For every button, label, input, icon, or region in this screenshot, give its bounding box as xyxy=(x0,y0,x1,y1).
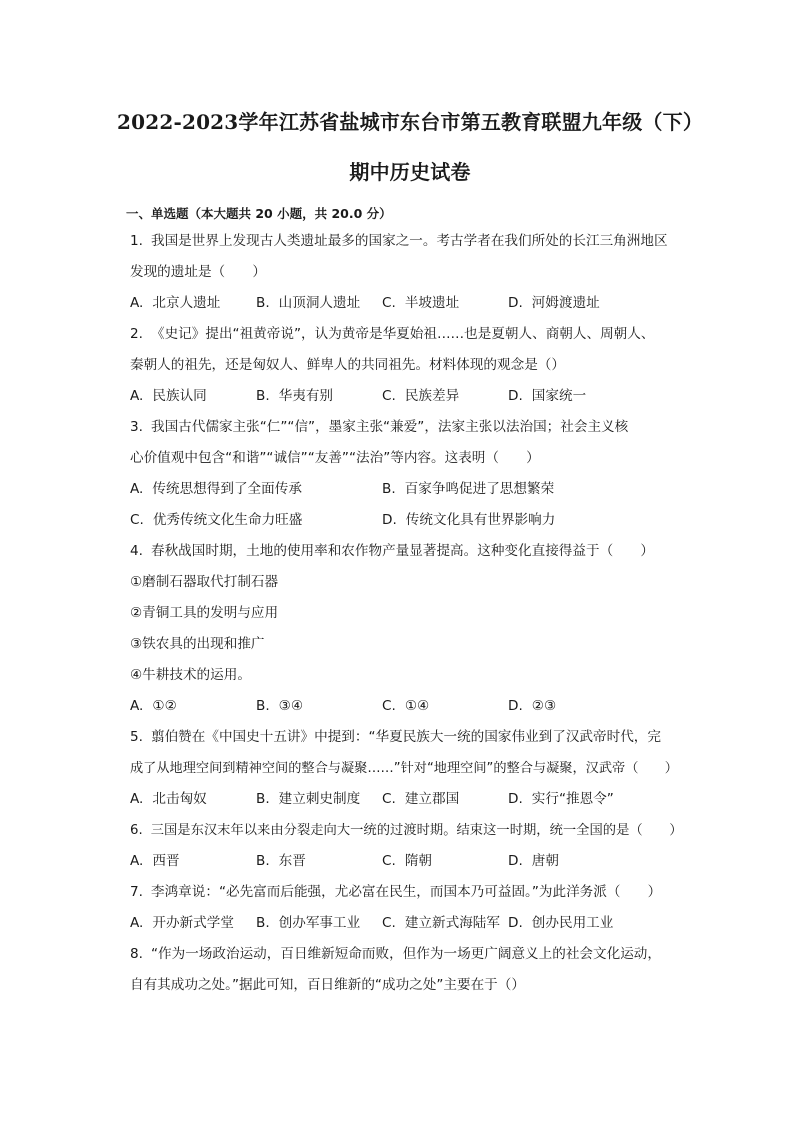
question-stem xyxy=(130,939,690,970)
question-7 xyxy=(130,877,690,939)
question-text: 李鸿章说：“必先富而后能强，尤必富在民生，而国本乃可益固。”为此洋务派（ ） xyxy=(150,884,662,900)
option-b[interactable]: B. 东晋 xyxy=(256,853,306,869)
question-number: 5. xyxy=(130,729,143,745)
option-b[interactable]: B. ③④ xyxy=(256,698,304,714)
question-text: 三国是东汉末年以来由分裂走向大一统的过渡时期。结束这一时期，统一全国的是（ ） xyxy=(150,823,683,838)
question-6 xyxy=(130,815,690,877)
exam-title xyxy=(110,100,710,194)
exam-title-line1: 2022-2023学年江苏省盐城市东台市第五教育联盟九年级（下） xyxy=(116,110,704,134)
option-a[interactable]: A. 北击匈奴 xyxy=(130,791,207,807)
question-text: 成了从地理空间到精神空间的整合与凝聚……”针对“地理空间”的整合与凝聚，汉武帝（ ） xyxy=(130,761,678,776)
option-d[interactable]: D. 河姆渡遗址 xyxy=(508,295,600,311)
option-b[interactable]: B. 华夷有别 xyxy=(256,388,334,404)
question-5 xyxy=(130,722,690,815)
section-heading: 一、单选题（本大题共 20 小题，共 20.0 分） xyxy=(126,206,392,221)
question-text: 心价值观中包含“和谐”“诚信”“友善”“法治”等内容。这表明（ ） xyxy=(130,450,540,466)
option-c[interactable]: C. 建立郡国 xyxy=(382,791,460,807)
question-text: 秦朝人的祖先，还是匈奴人、鲜卑人的共同祖先。材料体现的观念是（） xyxy=(130,357,565,373)
question-text: 我国是世界上发现古人类遗址最多的国家之一。考古学者在我们所处的长江三角洲地区 xyxy=(150,233,668,249)
option-b[interactable]: B. 创办军事工业 xyxy=(256,915,361,931)
question-text: 《史记》提出“祖黄帝说”，认为黄帝是华夏始祖……也是夏朝人、商朝人、周朝人、 xyxy=(150,326,655,342)
option-c[interactable]: C. ①④ xyxy=(382,698,430,714)
option-d[interactable]: D. 国家统一 xyxy=(508,388,587,404)
option-a[interactable]: A. ①② xyxy=(130,698,177,714)
option-b[interactable]: B. 建立刺史制度 xyxy=(256,791,361,807)
question-number: 8. xyxy=(130,946,143,962)
option-d[interactable]: D. 传统文化具有世界影响力 xyxy=(382,512,556,528)
statement-item: ①磨制石器取代打制石器 xyxy=(130,574,279,590)
option-c[interactable]: C. 半坡遗址 xyxy=(382,295,460,311)
statement-item: ③铁农具的出现和推广 xyxy=(130,636,265,652)
option-a[interactable]: A. 民族认同 xyxy=(130,388,207,404)
option-a[interactable]: A. 西晋 xyxy=(130,853,180,869)
option-b[interactable]: B. 山顶洞人遗址 xyxy=(256,295,361,311)
option-c[interactable]: C. 建立新式海陆军 xyxy=(382,915,500,931)
question-stem xyxy=(130,722,690,753)
question-stem xyxy=(130,815,690,846)
option-c[interactable]: C. 隋朝 xyxy=(382,853,433,869)
question-text: 自有其成功之处。”据此可知，百日维新的“成功之处”主要在于（） xyxy=(130,977,525,993)
option-d[interactable]: D. 实行“推恩令” xyxy=(508,791,614,807)
question-3 xyxy=(130,412,690,536)
question-number: 7. xyxy=(130,884,143,900)
question-stem xyxy=(130,536,690,567)
question-8 xyxy=(130,939,690,1001)
question-stem xyxy=(130,877,690,908)
statement-item: ②青铜工具的发明与应用 xyxy=(130,605,279,621)
statement-item: ④牛耕技术的运用。 xyxy=(130,667,251,683)
options xyxy=(130,908,690,939)
option-d[interactable]: D. 创办民用工业 xyxy=(508,915,614,931)
question-number: 3. xyxy=(130,419,143,435)
question-number: 1. xyxy=(130,233,143,249)
question-2 xyxy=(130,319,690,412)
options xyxy=(130,846,690,877)
option-c[interactable]: C. 优秀传统文化生命力旺盛 xyxy=(130,512,303,528)
option-b[interactable]: B. 百家争鸣促进了思想繁荣 xyxy=(382,481,555,497)
exam-title-line2: 期中历史试卷 xyxy=(349,160,471,184)
question-stem xyxy=(130,412,690,443)
options xyxy=(130,474,690,536)
options xyxy=(130,381,690,412)
question-number: 6. xyxy=(130,823,143,838)
question-1 xyxy=(130,226,690,319)
options xyxy=(130,691,690,722)
question-text: 我国古代儒家主张“仁”“信”，墨家主张“兼爱”，法家主张以法治国；社会主义核 xyxy=(150,419,629,435)
question-4 xyxy=(130,536,690,722)
options xyxy=(130,288,690,319)
question-number: 4. xyxy=(130,543,143,559)
question-number: 2. xyxy=(130,326,143,342)
options xyxy=(130,784,690,815)
option-a[interactable]: A. 传统思想得到了全面传承 xyxy=(130,481,302,497)
question-text: 发现的遗址是（ ） xyxy=(130,264,266,280)
question-text: “作为一场政治运动，百日维新短命而败，但作为一场更广阔意义上的社会文化运动， xyxy=(150,946,661,962)
question-text: 翦伯赞在《中国史十五讲》中提到：“华夏民族大一统的国家伟业到了汉武帝时代，完 xyxy=(150,729,661,745)
option-d[interactable]: D. ②③ xyxy=(508,698,557,714)
question-text: 春秋战国时期，土地的使用率和农作物产量显著提高。这种变化直接得益于（ ） xyxy=(150,543,654,559)
option-a[interactable]: A. 北京人遗址 xyxy=(130,295,221,311)
option-c[interactable]: C. 民族差异 xyxy=(382,388,460,404)
question-stem xyxy=(130,226,690,257)
question-stem xyxy=(130,319,690,350)
option-a[interactable]: A. 开办新式学堂 xyxy=(130,915,234,931)
option-d[interactable]: D. 唐朝 xyxy=(508,853,559,869)
